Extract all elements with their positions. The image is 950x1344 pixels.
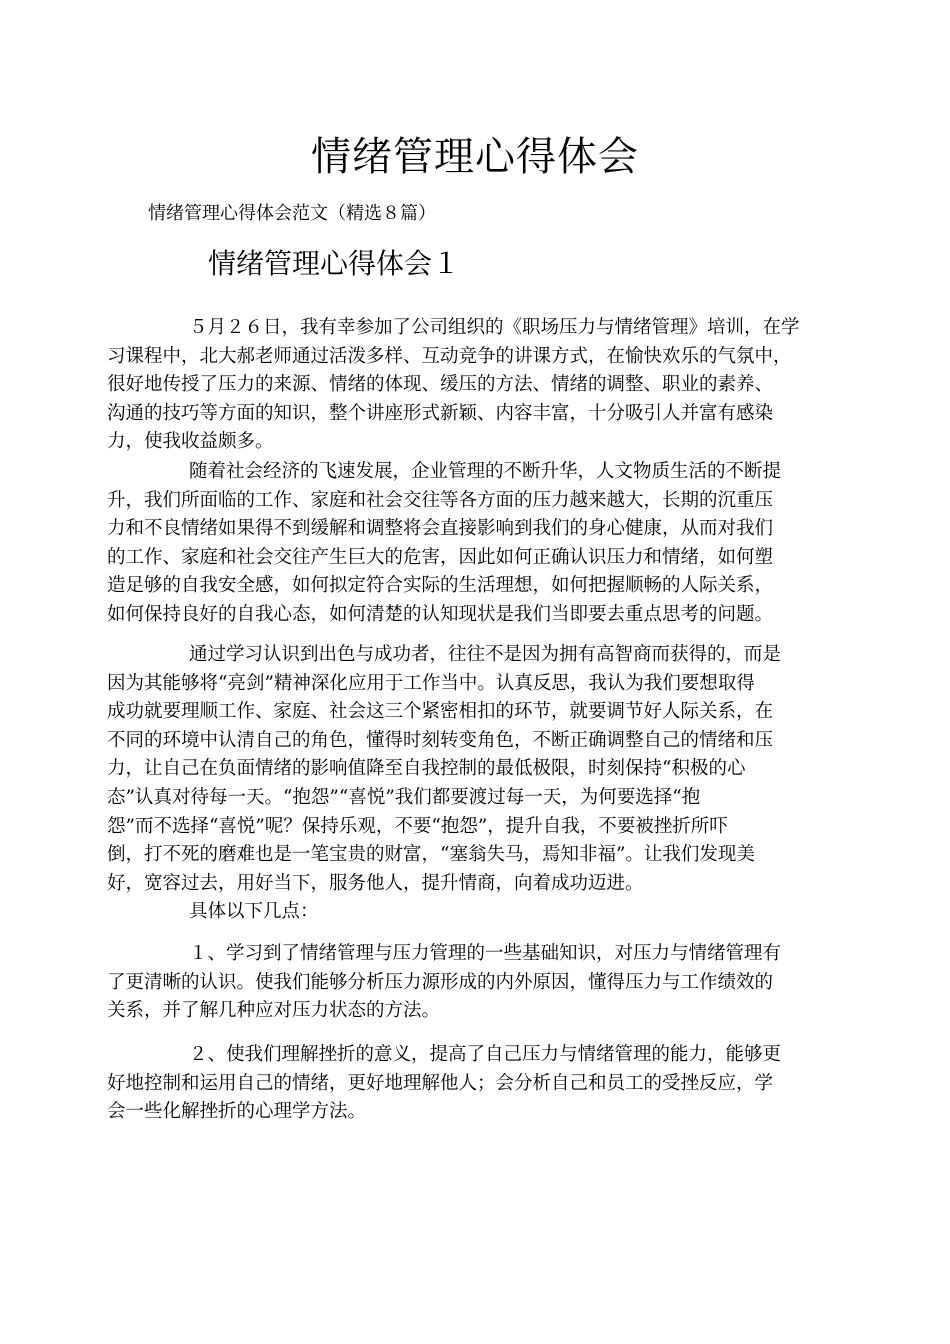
paragraph-line: ５月２６日，我有幸参加了公司组织的《职场压力与情绪管理》培训，在学 <box>189 317 800 338</box>
paragraph-line: 升，我们所面临的工作、家庭和社会交往等各方面的压力越来越大，长期的沉重压 <box>107 489 774 511</box>
paragraph-5 <box>107 940 853 1026</box>
paragraph-line: 态”认真对待每一天。“抱怨”“喜悦”我们都要渡过每一天，为何要选择“抱 <box>107 786 701 808</box>
document-subtitle: 情绪管理心得体会范文（精选８篇） <box>148 203 436 224</box>
document-title: 情绪管理心得体会 <box>311 133 639 180</box>
paragraph-line: 具体以下几点： <box>189 901 319 922</box>
paragraph-line: 力，使我收益颇多。 <box>107 431 274 453</box>
paragraph-line: 好，宽容过去，用好当下，服务他人，提升情商，向着成功迈进。 <box>107 872 644 894</box>
paragraph-line: 习课程中，北大郝老师通过活泼多样、互动竞争的讲课方式，在愉快欢乐的气氛中， <box>107 345 792 367</box>
paragraph-line: 了更清晰的认识。使我们能够分析压力源形成的内外原因，懂得压力与工作绩效的 <box>107 971 774 993</box>
paragraph-line: 不同的环境中认清自己的角色，懂得时刻转变角色，不断正确调整自己的情绪和压 <box>107 729 774 751</box>
paragraph-line: 力和不良情绪如果得不到缓解和调整将会直接影响到我们的身心健康，从而对我们 <box>107 518 774 540</box>
paragraph-line: 成功就要理顺工作、家庭、社会这三个紧密相扣的环节，就要调节好人际关系，在 <box>107 701 774 723</box>
paragraph-line: 会一些化解挫折的心理学方法。 <box>107 1101 367 1123</box>
paragraph-line: 倒，打不死的磨难也是一笔宝贵的财富，“塞翁失马，焉知非福”。让我们发现美 <box>107 844 755 866</box>
paragraph-3 <box>107 641 853 898</box>
paragraph-line: 沟通的技巧等方面的知识，整个讲座形式新颖、内容丰富，十分吸引人并富有感染 <box>107 402 774 424</box>
paragraph-4 <box>107 898 853 927</box>
paragraph-line: 好地控制和运用自己的情绪，更好地理解他人；会分析自己和员工的受挫反应，学 <box>107 1072 774 1094</box>
paragraph-line: 的工作、家庭和社会交往产生巨大的危害，因此如何正确认识压力和情绪，如何塑 <box>107 546 774 568</box>
section-heading: 情绪管理心得体会１ <box>208 247 461 280</box>
paragraph-line: 怨”而不选择“喜悦”呢？保持乐观，不要“抱怨”，提升自我，不要被挫折所吓 <box>107 815 728 837</box>
paragraph-line: 如何保持良好的自我心态，如何清楚的认知现状是我们当即要去重点思考的问题。 <box>107 603 774 625</box>
paragraph-line: 因为其能够将“亮剑”精神深化应用于工作当中。认真反思，我认为我们要想取得 <box>107 672 755 694</box>
paragraph-line: 通过学习认识到出色与成功者，往往不是因为拥有高智商而获得的，而是 <box>189 644 782 665</box>
paragraph-2 <box>107 458 853 630</box>
paragraph-1 <box>107 314 853 457</box>
paragraph-line: 造足够的自我安全感，如何拟定符合实际的生活理想，如何把握顺畅的人际关系， <box>107 575 774 597</box>
paragraph-line: 关系，并了解几种应对压力状态的方法。 <box>107 1000 441 1022</box>
paragraph-line: ２、使我们理解挫折的意义，提高了自己压力与情绪管理的能力，能够更 <box>189 1044 782 1065</box>
paragraph-line: 力，让自己在负面情绪的影响值降至自我控制的最低极限，时刻保持“积极的心 <box>107 758 746 780</box>
paragraph-line: １、学习到了情绪管理与压力管理的一些基础知识，对压力与情绪管理有 <box>189 943 782 964</box>
paragraph-6 <box>107 1041 853 1127</box>
paragraph-line: 随着社会经济的飞速发展，企业管理的不断升华，人文物质生活的不断提 <box>189 461 782 482</box>
paragraph-line: 很好地传授了压力的来源、情绪的体现、缓压的方法、情绪的调整、职业的素养、 <box>107 374 774 396</box>
